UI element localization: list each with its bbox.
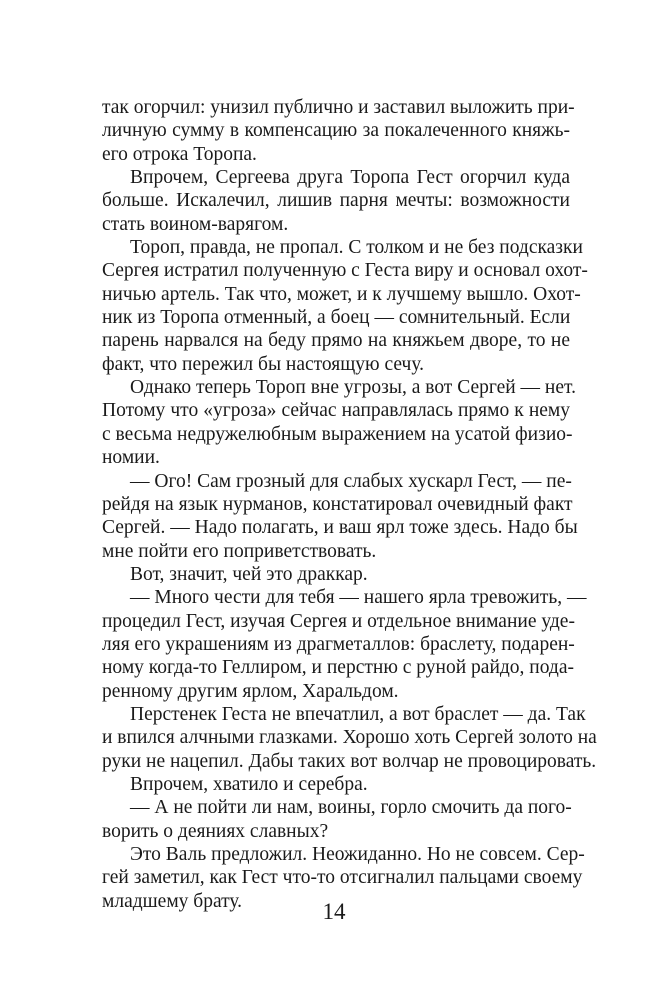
text-line: Впрочем, хватило и серебра. — [130, 773, 368, 795]
text-line: с весьма недружелюбным выражением на усатой физио- — [102, 423, 573, 445]
text-line: номии. — [102, 447, 160, 469]
text-line: и впился алчными глазками. Хорошо хоть Сергей золото на — [102, 727, 597, 749]
text-line: Вот, значит, чей это драккар. — [130, 563, 368, 585]
paragraph — [102, 586, 587, 703]
text-line: младшему брату. — [102, 890, 243, 912]
paragraph — [102, 773, 570, 796]
text-line: Это Валь предложил. Неожиданно. Но не совсем. Сер- — [130, 844, 585, 865]
page-number: 14 — [322, 899, 346, 924]
paragraph — [102, 563, 570, 586]
paragraph — [102, 236, 588, 376]
paragraph — [102, 166, 570, 236]
text-line: ничью артель. Так что, может, и к лучшему вышло. Охот- — [102, 283, 581, 305]
text-line: Сергей. — Надо полагать, и ваш ярл тоже здесь. Надо бы — [102, 517, 578, 539]
text-line: — А не пойти ли нам, воины, горло смочить да пого- — [130, 797, 572, 819]
text-line: Потому что «угроза» сейчас направлялась прямо к нему — [102, 400, 570, 422]
text-line: ворить о деяниях славных? — [102, 820, 329, 842]
text-line: Сергея истратил полученную с Геста виру и основал охот- — [102, 260, 588, 282]
body-text — [102, 96, 597, 913]
text-line: Перстенек Геста не впечатлил, а вот браслет — да. Так — [130, 703, 586, 725]
text-line: его отрока Торопа. — [102, 143, 257, 165]
text-line: Тороп, правда, не пропал. С толком и не без подсказки — [130, 237, 583, 259]
text-line: ренному другим ярлом, Харальдом. — [102, 680, 399, 702]
text-line: ник из Торопа отменный, а боец — сомнительный. Если — [102, 307, 571, 329]
paragraph — [102, 376, 576, 469]
text-line: больше. Искалечил, лишив парня мечты: возможности — [102, 190, 570, 212]
paragraph — [102, 470, 578, 563]
text-line: так огорчил: унизил публично и заставил выложить при- — [102, 97, 575, 118]
paragraph — [102, 703, 597, 773]
text-line: мне пойти его поприветствовать. — [102, 540, 377, 562]
text-line: парень нарвался на беду прямо на княжьем дворе, то не — [102, 330, 570, 352]
text-line: Впрочем, Сергеева друга Торопа Гест огорчил куда — [130, 167, 570, 189]
text-line: личную сумму в компенсацию за покалеченного княжь- — [102, 120, 570, 142]
text-line: руки не нацепил. Дабы таких вот волчар не провоцировать. — [102, 750, 597, 772]
text-line: ляя его украшениям из драгметаллов: браслету, подарен- — [102, 633, 575, 655]
text-line: гей заметил, как Гест что-то отсигналил пальцами своему — [102, 867, 583, 889]
text-line: процедил Гест, изучая Сергея и отдельное внимание уде- — [102, 610, 575, 632]
text-line: факт, что пережил бы настоящую сечу. — [102, 353, 425, 375]
text-line: — Много чести для тебя — нашего ярла тревожить, — — [130, 587, 587, 609]
paragraph — [102, 96, 575, 166]
text-line: рейдя на язык нурманов, констатировал очевидный факт — [102, 493, 573, 515]
text-line: стать воином-варягом. — [102, 213, 289, 235]
text-line: ному когда-то Геллиром, и перстню с руной райдо, пода- — [102, 657, 574, 679]
paragraph — [102, 796, 570, 843]
text-line: — Ого! Сам грозный для слабых хускарл Гест, — пе- — [130, 470, 572, 492]
text-line: Однако теперь Тороп вне угрозы, а вот Сергей — нет. — [130, 377, 576, 399]
